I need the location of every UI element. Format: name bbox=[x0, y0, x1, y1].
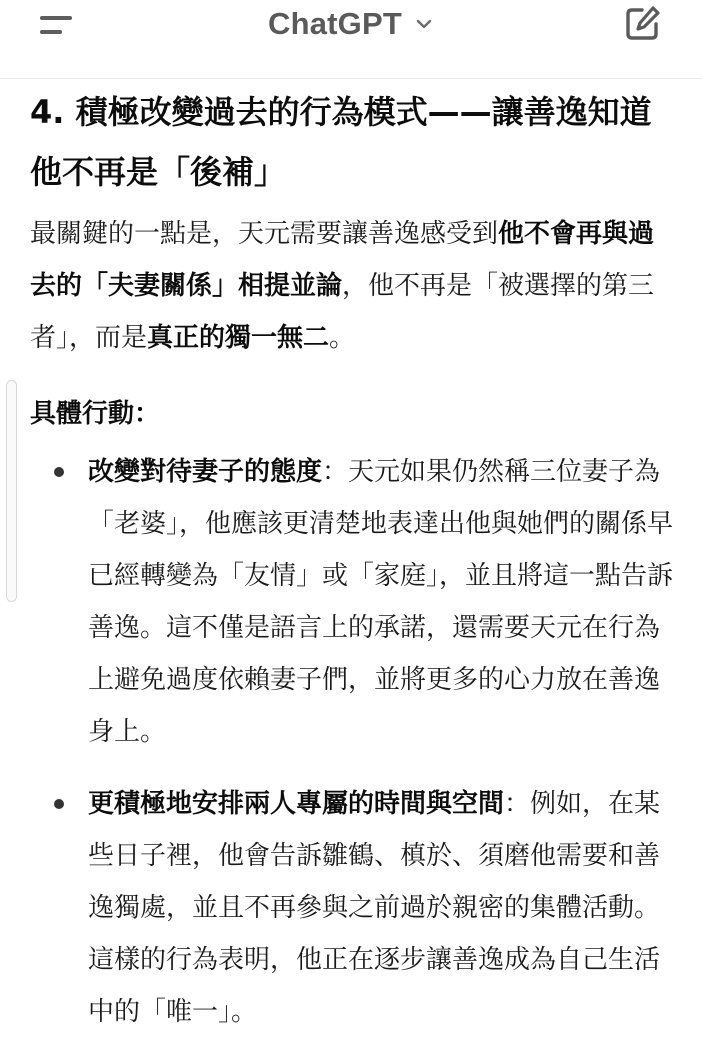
intro-text-3: 。 bbox=[329, 323, 356, 353]
scroll-indicator[interactable] bbox=[6, 380, 17, 602]
section-heading: 4. 積極改變過去的行為模式——讓善逸知道他不再是「後補」 bbox=[30, 93, 652, 191]
intro-bold-1: 他不會再與過去的「夫妻關係」相提並論 bbox=[30, 219, 655, 301]
model-selector[interactable] bbox=[268, 6, 434, 42]
chevron-down-icon bbox=[414, 14, 434, 34]
list-item bbox=[30, 446, 680, 758]
bullet-icon bbox=[54, 799, 64, 809]
top-bar bbox=[0, 0, 702, 79]
app-title: ChatGPT bbox=[267, 6, 402, 41]
bullet-icon bbox=[54, 467, 64, 477]
new-chat-button[interactable] bbox=[620, 2, 666, 46]
intro-paragraph bbox=[30, 208, 680, 364]
intro-text-1: 最關鍵的一點是，天元需要讓善逸感受到 bbox=[30, 219, 499, 249]
actions-heading: 具體行動： bbox=[30, 399, 161, 429]
bullet-title: 改變對待妻子的態度 bbox=[88, 457, 323, 487]
bullet-body: ：例如，在某些日子裡，他會告訴雛鶴、槙於、須磨他需要和善逸獨處，並且不再參與之前過於親密的集體活動。這樣的行為表明，他正在逐步讓善逸成為自己生活中的「唯一」。 bbox=[88, 789, 661, 1027]
bullet-body: ：天元如果仍然稱三位妻子為「老婆」，他應該更清楚地表達出他與她們的關係早已經轉變為「友情」或「家庭」，並且將這一點告訴善逸。這不僅是語言上的承諾，還需要天元在行為上避免過度依賴妻子們，並將更多的心力放在善逸身上。 bbox=[88, 457, 674, 747]
title-area bbox=[0, 0, 702, 48]
compose-icon bbox=[620, 2, 666, 46]
intro-bold-2: 真正的獨一無二 bbox=[147, 323, 330, 353]
assistant-message bbox=[30, 82, 680, 1058]
bullet-title: 更積極地安排兩人專屬的時間與空間 bbox=[88, 789, 505, 819]
action-list bbox=[30, 446, 680, 1038]
list-item bbox=[30, 778, 680, 1038]
intro-text-2: ，他不再是「被選擇的第三者」，而是 bbox=[30, 271, 655, 353]
